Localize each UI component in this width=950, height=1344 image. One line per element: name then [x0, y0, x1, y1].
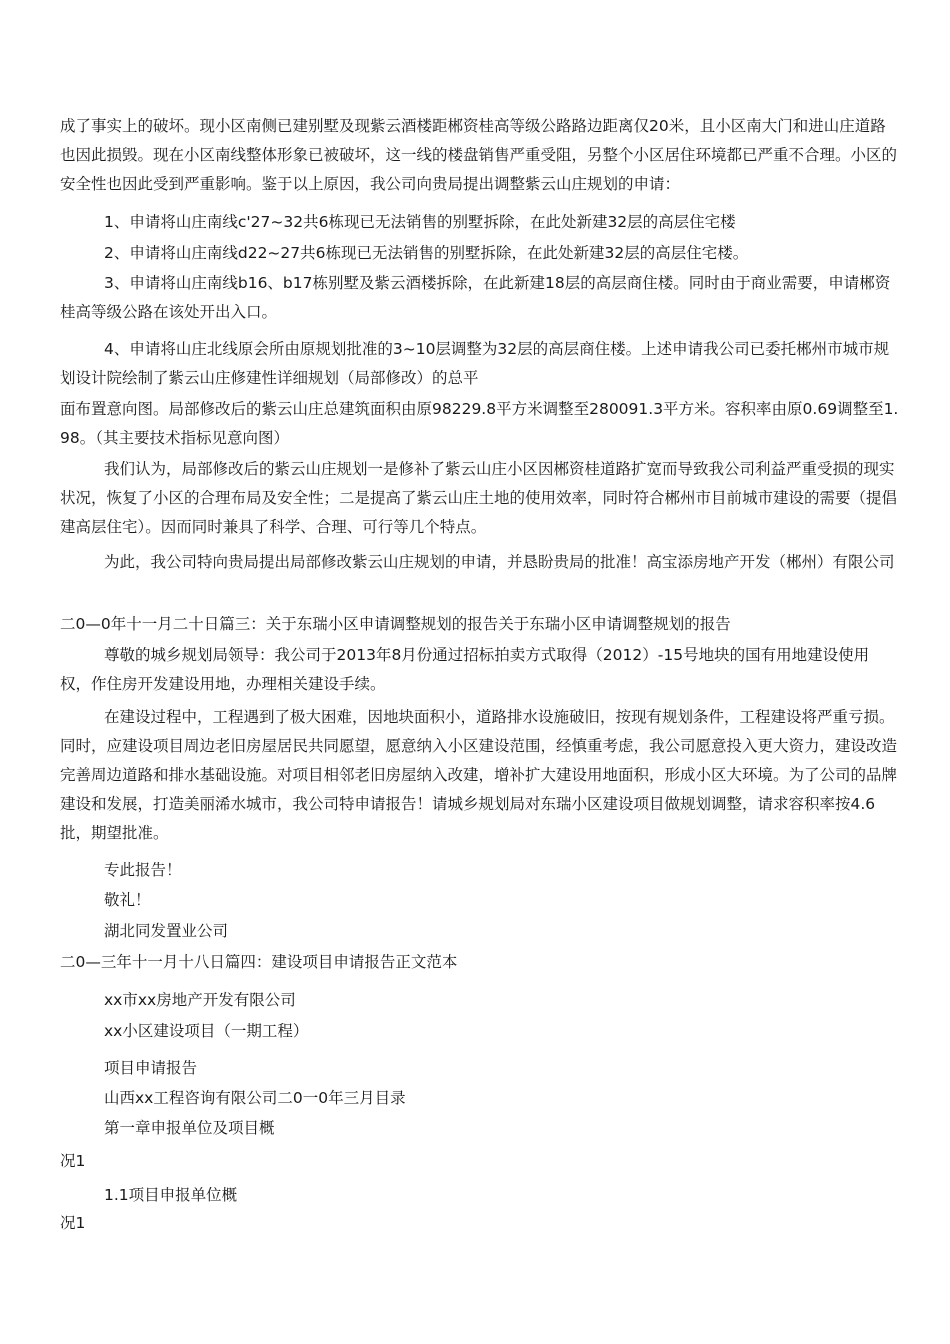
toc-section-1-1-page: 况1: [60, 1214, 86, 1232]
toc-chapter-1: 第一章申报单位及项目概: [104, 1119, 275, 1137]
paragraph-request: 为此，我公司特向贵局提出局部修改紫云山庄规划的申请，并恳盼贵局的批准！高宝添房地产开发（郴州）有限公司: [104, 553, 895, 571]
paragraph-opinion: 我们认为，局部修改后的紫云山庄规划一是修补了紫云山庄小区因郴资桂道路扩宽而导致我公司利益严重受损的现实状况，恢复了小区的合理布局及安全性；二是提高了紫云山庄土地的使用效率，同时符合郴州市目前城市建设的需要（提倡建高层住宅）。因而同时兼具了科学、合理、可行等几个特点。: [60, 460, 898, 536]
signature-company: 湖北同发置业公司: [104, 922, 229, 940]
date-and-title-3: 二0—0年十一月二十日篇三：关于东瑞小区申请调整规划的报告关于东瑞小区申请调整规划的报告: [60, 615, 731, 633]
paragraph-construction: 在建设过程中，工程遇到了极大困难，因地块面积小，道路排水设施破旧，按现有规划条件，工程建设将严重亏损。同时，应建设项目周边老旧房屋居民共同愿望，愿意纳入小区建设范围，经慎重考虑，我公司愿意投入更大资力，建设改造完善周边道路和排水基础设施。对项目相邻老旧房屋纳入改建，增补扩大建设用地面积，形成小区大环境。为了公司的品牌建设和发展，打造美丽浠水城市，我公司特申请报告！请城乡规划局对东瑞小区建设项目做规划调整，请求容积率按4.6批，期望批准。: [60, 708, 898, 842]
closing-regards: 敬礼！: [104, 891, 151, 909]
consulting-company: 山西xx工程咨询有限公司二0一0年三月目录: [104, 1089, 406, 1107]
paragraph-site-plan: 面布置意向图。局部修改后的紫云山庄总建筑面积由原98229.8平方米调整至280091.3平方米。容积率由原0.69调整至1.98。（其主要技术指标见意向图）: [60, 400, 899, 447]
date-and-title-4: 二0—三年十一月十八日篇四：建设项目申请报告正文范本: [60, 953, 458, 971]
company-name: xx市xx房地产开发有限公司: [104, 991, 296, 1009]
paragraph-salutation: 尊敬的城乡规划局领导：我公司于2013年8月份通过招标拍卖方式取得（2012）-15号地块的国有用地建设使用权，作住房开发建设用地，办理相关建设手续。: [60, 646, 870, 693]
report-title: 项目申请报告: [104, 1059, 198, 1077]
paragraph-1: 成了事实上的破坏。现小区南侧已建别墅及现紫云酒楼距郴资桂高等级公路路边距离仅20米，且小区南大门和进山庄道路也因此损毁。现在小区南线整体形象已被破坏，这一线的楼盘销售严重受阻，另整个小区居住环境都已严重不合理。小区的安全性也因此受到严重影响。鉴于以上原因，我公司向贵局提出调整紫云山庄规划的申请：: [60, 117, 898, 193]
toc-section-1-1: 1.1项目申报单位概: [104, 1186, 238, 1204]
list-item-1: 1、申请将山庄南线c'27~32共6栋现已无法销售的别墅拆除，在此处新建32层的高层住宅楼: [104, 213, 736, 231]
project-name: xx小区建设项目（一期工程）: [104, 1022, 309, 1040]
list-item-2: 2、申请将山庄南线d22~27共6栋现已无法销售的别墅拆除，在此处新建32层的高层住宅楼。: [104, 244, 749, 262]
toc-chapter-1-page: 况1: [60, 1152, 86, 1170]
closing-report: 专此报告！: [104, 861, 182, 879]
list-item-3: 3、申请将山庄南线b16、b17栋别墅及紫云酒楼拆除，在此新建18层的高层商住楼。同时由于商业需要，申请郴资桂高等级公路在该处开出入口。: [60, 274, 891, 321]
list-item-4: 4、申请将山庄北线原会所由原规划批准的3~10层调整为32层的高层商住楼。上述申请我公司已委托郴州市城市规划设计院绘制了紫云山庄修建性详细规划（局部修改）的总平: [60, 340, 890, 387]
